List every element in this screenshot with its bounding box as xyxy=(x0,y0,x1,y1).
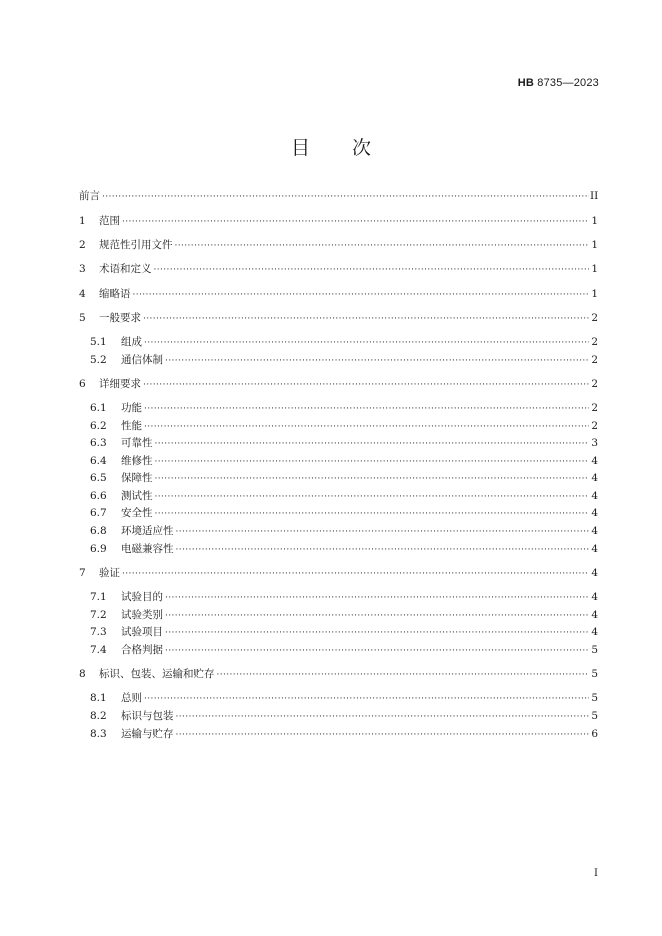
dot-leader xyxy=(144,419,589,435)
dot-leader xyxy=(133,287,590,303)
toc-entry-page: 2 xyxy=(591,378,598,390)
toc-entry-title: 试验目的 xyxy=(121,591,163,603)
toc-entry-number: 6.5 xyxy=(90,472,107,484)
toc-entry-page: 4 xyxy=(591,543,598,555)
toc-entry-number: 2 xyxy=(79,239,86,251)
dot-leader xyxy=(102,189,589,205)
toc-entry-number: 6.7 xyxy=(90,507,107,519)
dot-leader xyxy=(154,262,590,278)
toc-entry-title: 验证 xyxy=(99,567,120,579)
toc-entry-page: 4 xyxy=(591,490,598,502)
toc-entry-title: 保障性 xyxy=(121,472,153,484)
toc-entry-page: 1 xyxy=(591,288,598,300)
toc-entry[interactable] xyxy=(90,400,598,416)
toc-entry-title: 总则 xyxy=(121,692,142,704)
toc-entry-title: 合格判据 xyxy=(121,644,163,656)
toc-entry-number: 6 xyxy=(79,378,86,390)
toc-entry[interactable] xyxy=(90,589,598,605)
dot-leader xyxy=(122,566,589,582)
toc-entry-page: 2 xyxy=(591,420,598,432)
toc-entry-number: 8.1 xyxy=(90,692,107,704)
toc-entry-number: 6.9 xyxy=(90,543,107,555)
toc-entry-title: 功能 xyxy=(121,402,142,414)
toc-entry-page: 5 xyxy=(591,668,598,680)
toc-entry[interactable] xyxy=(90,470,598,486)
toc-entry-page: 2 xyxy=(591,336,598,348)
toc-entry[interactable] xyxy=(90,488,598,504)
toc-entry-number: 8.2 xyxy=(90,710,107,722)
toc-entry-title: 试验类别 xyxy=(121,609,163,621)
standard-code xyxy=(518,77,599,89)
toc-entry-page: 5 xyxy=(591,644,598,656)
toc-entry-title: 范围 xyxy=(99,215,120,227)
dot-leader xyxy=(176,709,590,725)
toc-entry-page: 4 xyxy=(591,609,598,621)
toc-entry-number: 7 xyxy=(79,567,86,579)
toc-entry-number: 6.6 xyxy=(90,490,107,502)
toc-entry[interactable] xyxy=(90,708,598,724)
dot-leader xyxy=(175,238,590,254)
toc-entry[interactable] xyxy=(90,726,598,742)
toc-entry-number: 7.1 xyxy=(90,591,107,603)
toc-entry-title: 前言 xyxy=(79,190,100,202)
toc-entry-title: 标识、包装、运输和贮存 xyxy=(99,668,215,680)
dot-leader xyxy=(155,489,590,505)
toc-entry-number: 6.8 xyxy=(90,525,107,537)
toc-entry-number: 8 xyxy=(79,668,86,680)
dot-leader xyxy=(165,643,589,659)
dot-leader xyxy=(165,608,589,624)
toc-entry-page: 4 xyxy=(591,567,598,579)
toc-entry-number: 5 xyxy=(79,312,86,324)
toc-entry-number: 6.2 xyxy=(90,420,107,432)
toc-entry[interactable] xyxy=(90,642,598,658)
toc-entry-page: II xyxy=(590,190,599,202)
toc-entry-title: 标识与包装 xyxy=(121,710,174,722)
toc-entry-title: 运输与贮存 xyxy=(121,728,174,740)
toc-entry-page: 1 xyxy=(591,263,598,275)
dot-leader xyxy=(155,454,590,470)
toc-entry-number: 4 xyxy=(79,288,86,300)
toc-entry-page: 5 xyxy=(591,692,598,704)
toc-entry[interactable] xyxy=(90,418,598,434)
dot-leader xyxy=(176,524,590,540)
dot-leader xyxy=(165,590,589,606)
toc-entry[interactable] xyxy=(90,435,598,451)
toc-entry-title: 可靠性 xyxy=(121,437,153,449)
toc-entry-number: 7.4 xyxy=(90,644,107,656)
dot-leader xyxy=(176,542,590,558)
toc-entry[interactable] xyxy=(90,690,598,706)
toc-entry-title: 环境适应性 xyxy=(121,525,174,537)
toc-entry-title: 术语和定义 xyxy=(99,263,152,275)
toc-entry[interactable] xyxy=(79,376,598,392)
dot-leader xyxy=(122,214,589,230)
toc-entry-page: 4 xyxy=(591,455,598,467)
toc-entry[interactable] xyxy=(90,541,598,557)
toc-entry-page: 3 xyxy=(591,437,598,449)
dot-leader xyxy=(144,401,589,417)
toc-entry-title: 安全性 xyxy=(121,507,153,519)
dot-leader xyxy=(165,353,589,369)
toc-entry-page: 5 xyxy=(591,710,598,722)
toc-entry-page: 1 xyxy=(591,239,598,251)
toc-entry[interactable] xyxy=(79,188,598,204)
toc-entry-page: 1 xyxy=(591,215,598,227)
toc-entry[interactable] xyxy=(79,310,598,326)
dot-leader xyxy=(155,506,590,522)
toc-entry-page: 4 xyxy=(591,626,598,638)
dot-leader xyxy=(144,335,589,351)
toc-entry[interactable] xyxy=(79,286,598,302)
toc-entry-title: 详细要求 xyxy=(99,378,141,390)
toc-entry-page: 2 xyxy=(591,354,598,366)
toc-entry-number: 8.3 xyxy=(90,728,107,740)
dot-leader xyxy=(143,311,589,327)
dot-leader xyxy=(155,471,590,487)
toc-entry-number: 1 xyxy=(79,215,86,227)
standard-number: 8735—2023 xyxy=(537,77,599,89)
toc-entry-title: 缩略语 xyxy=(99,288,131,300)
title-char-2: 次 xyxy=(352,137,372,159)
toc-entry-page: 6 xyxy=(591,728,598,740)
toc-entry-page: 4 xyxy=(591,472,598,484)
page-number: I xyxy=(594,868,598,879)
toc-entry-title: 电磁兼容性 xyxy=(121,543,174,555)
toc-entry[interactable] xyxy=(79,261,598,277)
toc-entry-title: 一般要求 xyxy=(99,312,141,324)
toc-entry-title: 组成 xyxy=(121,336,142,348)
toc-entry[interactable] xyxy=(90,334,598,350)
toc-entry-page: 4 xyxy=(591,507,598,519)
standard-prefix: HB xyxy=(517,77,534,89)
toc-entry[interactable] xyxy=(79,213,598,229)
toc-entry-title: 试验项目 xyxy=(121,626,163,638)
toc-entry-page: 2 xyxy=(591,312,598,324)
toc-entry-number: 5.2 xyxy=(90,354,107,366)
toc-entry-number: 6.1 xyxy=(90,402,107,414)
toc-entry-number: 3 xyxy=(79,263,86,275)
toc-entry-title: 规范性引用文件 xyxy=(99,239,173,251)
toc-entry-number: 6.4 xyxy=(90,455,107,467)
toc-entry-title: 性能 xyxy=(121,420,142,432)
toc-entry[interactable] xyxy=(90,505,598,521)
toc-entry-title: 测试性 xyxy=(121,490,153,502)
toc-entry[interactable] xyxy=(90,523,598,539)
dot-leader xyxy=(143,377,589,393)
toc-entry-page: 2 xyxy=(591,402,598,414)
toc-entry-number: 7.3 xyxy=(90,626,107,638)
toc-entry-number: 5.1 xyxy=(90,336,107,348)
toc-entry-page: 4 xyxy=(591,525,598,537)
dot-leader xyxy=(165,625,589,641)
toc-entry[interactable] xyxy=(79,565,598,581)
dot-leader xyxy=(144,691,589,707)
toc-entry[interactable] xyxy=(90,352,598,368)
toc-entry-number: 6.3 xyxy=(90,437,107,449)
toc-entry[interactable] xyxy=(79,237,598,253)
toc-entry-number: 7.2 xyxy=(90,609,107,621)
toc-entry[interactable] xyxy=(90,453,598,469)
toc-entry[interactable] xyxy=(90,607,598,623)
dot-leader xyxy=(217,667,590,683)
toc-entry[interactable] xyxy=(90,624,598,640)
toc-entry-page: 4 xyxy=(591,591,598,603)
toc-entry-title: 通信体制 xyxy=(121,354,163,366)
dot-leader xyxy=(155,436,590,452)
page-title xyxy=(0,133,662,160)
toc-entry[interactable] xyxy=(79,666,598,682)
dot-leader xyxy=(176,727,590,743)
title-char-1: 目 xyxy=(290,137,310,159)
toc-entry-title: 维修性 xyxy=(121,455,153,467)
